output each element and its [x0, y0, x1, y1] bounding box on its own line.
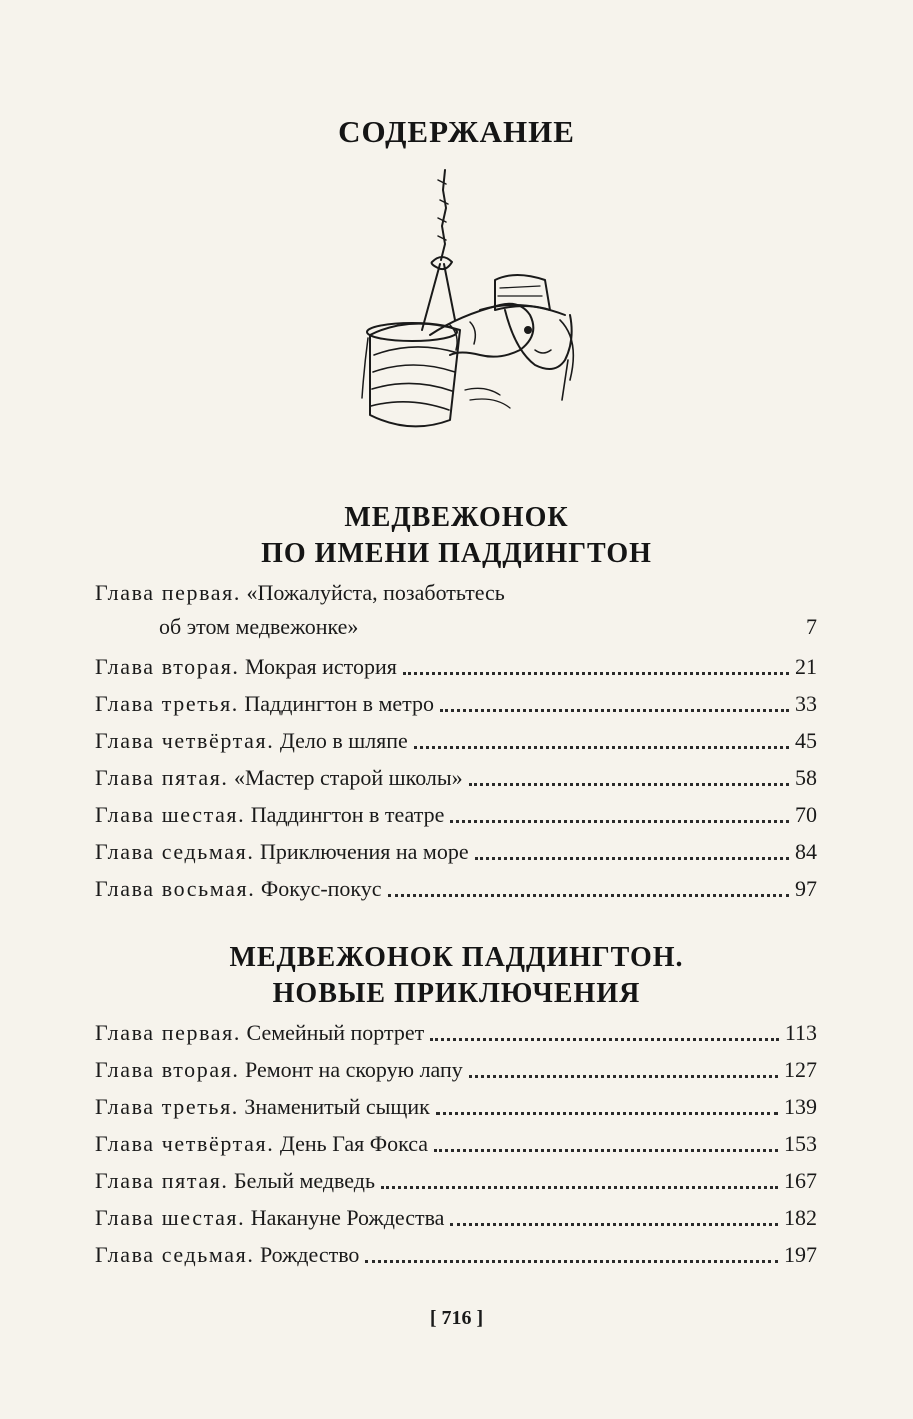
page-number: 127: [784, 1057, 817, 1082]
dot-leader: [450, 820, 789, 823]
chapter-number: Глава вторая.: [95, 654, 240, 679]
page-number: 167: [784, 1168, 817, 1193]
chapter-number: Глава восьмая.: [95, 876, 256, 901]
chapter-title-line2: об этом медвежонке»: [159, 614, 359, 639]
chapter-number: Глава четвёртая.: [95, 728, 275, 753]
chapter-number: Глава пятая.: [95, 1168, 229, 1193]
toc-entry[interactable]: [95, 794, 817, 828]
chapter-number: Глава первая.: [95, 580, 241, 605]
part2-title: [0, 940, 913, 1012]
chapter-number: Глава шестая.: [95, 802, 246, 827]
part2-title-line2: НОВЫЕ ПРИКЛЮЧЕНИЯ: [272, 978, 641, 1009]
chapter-title: Фокус-покус: [260, 876, 382, 901]
toc-entry[interactable]: [95, 1160, 817, 1194]
page-number: 45: [795, 728, 817, 753]
page-number: 97: [795, 876, 817, 901]
toc-entry[interactable]: [95, 1012, 817, 1046]
dot-leader: [469, 783, 789, 786]
page-number: 153: [784, 1131, 817, 1156]
toc-entry[interactable]: [95, 1123, 817, 1157]
chapter-title: Мокрая история: [245, 654, 397, 679]
dot-leader: [430, 1038, 779, 1041]
chapter-number: Глава вторая.: [95, 1057, 240, 1082]
chapter-title: Дело в шляпе: [279, 728, 408, 753]
dot-leader: [450, 1223, 778, 1226]
dot-leader: [388, 894, 789, 897]
toc-entry[interactable]: [95, 683, 817, 717]
dot-leader: [381, 1186, 778, 1189]
dot-leader: [469, 1075, 778, 1078]
dot-leader: [440, 709, 789, 712]
toc-entry[interactable]: [95, 1086, 817, 1120]
page-number: 70: [795, 802, 817, 827]
dot-leader: [436, 1112, 778, 1115]
page-number: 21: [795, 654, 817, 679]
part1-title-line1: МЕДВЕЖОНОК: [344, 502, 569, 533]
part2-title-line1: МЕДВЕЖОНОК ПАДДИНГТОН.: [229, 942, 684, 973]
toc-entry[interactable]: [95, 831, 817, 865]
chapter-number: Глава шестая.: [95, 1205, 246, 1230]
chapter-title: Приключения на море: [259, 839, 469, 864]
chapter-title: Рождество: [259, 1242, 360, 1267]
part1-title: [0, 500, 913, 572]
page-number: 7: [806, 614, 817, 639]
toc-entry[interactable]: [95, 720, 817, 754]
page-number: 84: [795, 839, 817, 864]
page-number: 197: [784, 1242, 817, 1267]
chapter-number: Глава первая.: [95, 1020, 241, 1045]
dot-leader: [365, 1260, 778, 1263]
toc-entry[interactable]: [95, 868, 817, 902]
dot-leader: [403, 672, 789, 675]
toc-entry[interactable]: [95, 646, 817, 680]
chapter-number: Глава пятая.: [95, 765, 229, 790]
toc-entry[interactable]: [95, 572, 817, 640]
chapter-number: Глава седьмая.: [95, 1242, 255, 1267]
page-number: 182: [784, 1205, 817, 1230]
chapter-title: Накануне Рождества: [250, 1205, 445, 1230]
bear-hanging-from-rope-icon: [330, 160, 590, 460]
chapter-number: Глава седьмая.: [95, 839, 255, 864]
chapter-title: День Гая Фокса: [279, 1131, 429, 1156]
part1-title-line2: ПО ИМЕНИ ПАДДИНГТОН: [261, 538, 652, 569]
page-number: 58: [795, 765, 817, 790]
chapter-number: Глава четвёртая.: [95, 1131, 275, 1156]
chapter-title: Знаменитый сыщик: [244, 1094, 430, 1119]
chapter-title: Паддингтон в метро: [244, 691, 435, 716]
page-number: 33: [795, 691, 817, 716]
page-number: 139: [784, 1094, 817, 1119]
chapter-title: «Мастер старой школы»: [234, 765, 463, 790]
chapter-title: Ремонт на скорую лапу: [245, 1057, 463, 1082]
dot-leader: [434, 1149, 778, 1152]
chapter-title-line1: «Пожалуйста, позаботьтесь: [246, 580, 505, 605]
chapter-title: Паддингтон в театре: [250, 802, 445, 827]
page-folio: [ 716 ]: [429, 1307, 484, 1329]
chapter-title: Белый медведь: [234, 1168, 376, 1193]
toc-title: СОДЕРЖАНИЕ: [338, 114, 575, 149]
chapter-number: Глава третья.: [95, 1094, 239, 1119]
toc-entry[interactable]: [95, 757, 817, 791]
dot-leader: [475, 857, 789, 860]
toc-entry[interactable]: [95, 1234, 817, 1268]
toc-entry[interactable]: [95, 1197, 817, 1231]
chapter-number: Глава третья.: [95, 691, 239, 716]
chapter-title: Семейный портрет: [246, 1020, 425, 1045]
toc-entry[interactable]: [95, 1049, 817, 1083]
dot-leader: [414, 746, 789, 749]
page-number: 113: [784, 1020, 817, 1045]
